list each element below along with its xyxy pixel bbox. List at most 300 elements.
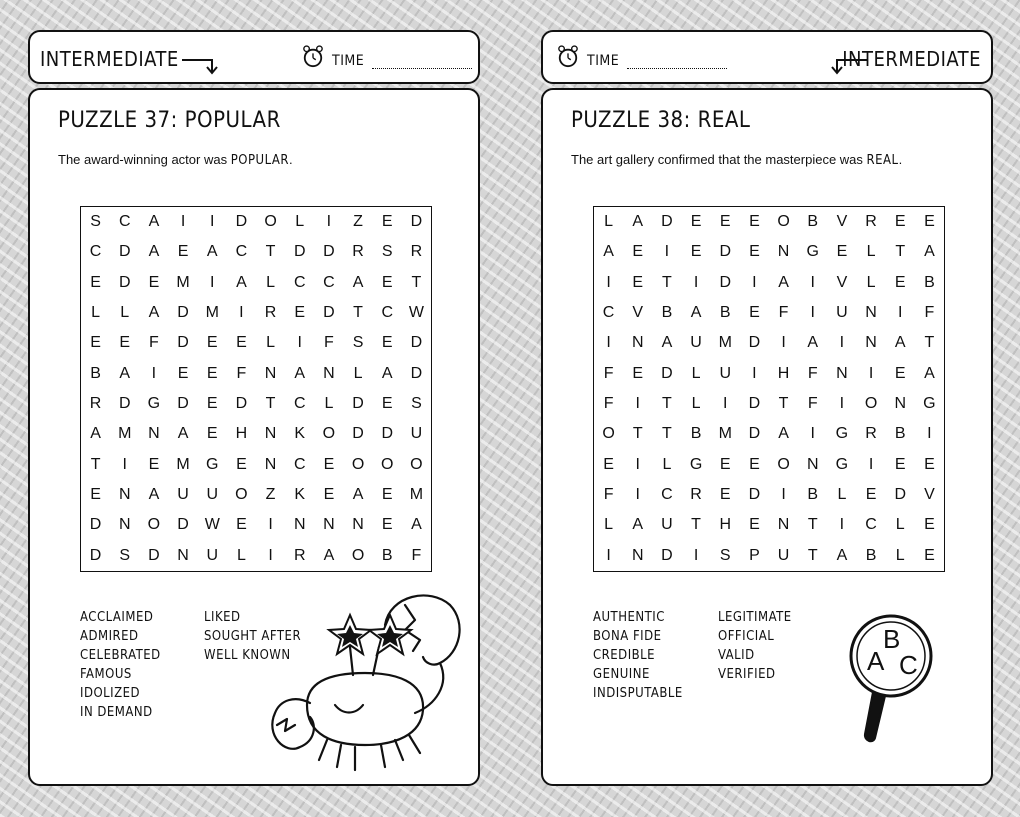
grid-letter-cell[interactable]: N (177, 546, 189, 564)
grid-letter-cell[interactable]: M (205, 304, 219, 322)
grid-letter-cell[interactable]: B (661, 304, 673, 322)
grid-letter-cell[interactable]: A (352, 486, 364, 504)
grid-letter-cell[interactable]: I (927, 425, 932, 443)
grid-letter-cell[interactable]: U (177, 486, 189, 504)
grid-letter-cell[interactable]: I (180, 213, 186, 231)
word-list-item: OFFICIAL (718, 629, 775, 644)
grid-letter-cell[interactable]: I (606, 546, 611, 564)
grid-letter-cell[interactable]: D (235, 213, 248, 231)
grid-letter-cell[interactable]: I (210, 273, 215, 291)
grid-letter-cell[interactable]: I (868, 455, 874, 473)
grid-letter-cell[interactable]: I (839, 334, 845, 352)
grid-letter-cell[interactable]: I (268, 516, 273, 534)
grid-letter-cell[interactable]: O (264, 213, 277, 231)
grid-letter-cell[interactable]: E (603, 455, 614, 473)
grid-letter-cell[interactable]: E (148, 455, 160, 473)
grid-letter-cell[interactable]: L (895, 516, 905, 534)
grid-letter-cell[interactable]: N (865, 304, 877, 322)
grid-letter-cell[interactable]: I (664, 243, 670, 261)
grid-letter-cell[interactable]: V (836, 273, 848, 291)
grid-letter-cell[interactable]: D (148, 546, 160, 564)
grid-letter-cell[interactable]: O (410, 455, 423, 473)
grid-letter-cell[interactable]: E (206, 395, 218, 413)
grid-letter-cell[interactable]: T (265, 395, 276, 413)
grid-letter-cell[interactable]: D (323, 304, 335, 322)
grid-letter-cell[interactable]: F (603, 486, 614, 504)
grid-letter-cell[interactable]: D (381, 425, 394, 443)
grid-letter-cell[interactable]: A (603, 243, 614, 261)
grid-letter-cell[interactable]: B (381, 546, 393, 564)
grid-letter-cell[interactable]: I (839, 395, 845, 413)
grid-letter-cell[interactable]: E (690, 213, 702, 231)
grid-letter-cell[interactable]: I (297, 334, 302, 352)
grid-letter-cell[interactable]: Z (265, 486, 276, 504)
grid-letter-cell[interactable]: C (293, 273, 306, 291)
grid-letter-cell[interactable]: T (662, 425, 672, 443)
grid-letter-cell[interactable]: A (632, 516, 644, 534)
grid-letter-cell[interactable]: V (632, 304, 644, 322)
grid-letter-cell[interactable]: C (118, 213, 131, 231)
grid-letter-cell[interactable]: I (810, 425, 815, 443)
grid-letter-cell[interactable]: M (718, 334, 732, 352)
grid-letter-cell[interactable]: R (865, 425, 877, 443)
grid-letter-cell[interactable]: A (294, 364, 306, 382)
grid-letter-cell[interactable]: E (719, 486, 731, 504)
grid-letter-cell[interactable]: F (807, 395, 818, 413)
grid-letter-cell[interactable]: U (836, 304, 848, 322)
grid-letter-cell[interactable]: C (235, 243, 248, 261)
grid-letter-cell[interactable]: N (777, 516, 790, 534)
grid-letter-cell[interactable]: A (148, 243, 160, 261)
grid-letter-cell[interactable]: D (661, 364, 673, 382)
grid-letter-cell[interactable]: L (236, 546, 246, 564)
grid-letter-cell[interactable]: L (837, 486, 847, 504)
grid-letter-cell[interactable]: T (353, 304, 363, 322)
grid-letter-cell[interactable]: E (719, 213, 731, 231)
grid-letter-cell[interactable]: T (662, 273, 672, 291)
grid-letter-cell[interactable]: D (748, 425, 761, 443)
grid-letter-cell[interactable]: A (177, 425, 189, 443)
grid-letter-cell[interactable]: F (236, 364, 247, 382)
right-word-search-grid[interactable] (593, 206, 945, 572)
grid-letter-cell[interactable]: E (323, 486, 335, 504)
grid-letter-cell[interactable]: I (326, 213, 332, 231)
grid-letter-cell[interactable]: E (90, 334, 101, 352)
grid-letter-cell[interactable]: O (351, 546, 365, 564)
grid-letter-cell[interactable]: E (323, 455, 335, 473)
grid-letter-cell[interactable]: D (118, 243, 131, 261)
grid-letter-cell[interactable]: A (632, 213, 644, 231)
grid-letter-cell[interactable]: O (864, 395, 878, 413)
grid-letter-cell[interactable]: L (266, 334, 276, 352)
grid-letter-cell[interactable]: C (661, 486, 673, 504)
grid-letter-cell[interactable]: E (148, 273, 160, 291)
grid-letter-cell[interactable]: N (806, 455, 819, 473)
grid-letter-cell[interactable]: A (894, 334, 906, 352)
grid-letter-cell[interactable]: V (924, 486, 935, 504)
grid-letter-cell[interactable]: L (866, 273, 876, 291)
grid-letter-cell[interactable]: O (322, 425, 336, 443)
grid-letter-cell[interactable]: A (924, 364, 935, 382)
grid-letter-cell[interactable]: S (352, 334, 364, 352)
grid-letter-cell[interactable]: C (865, 516, 877, 534)
grid-letter-cell[interactable]: E (632, 273, 644, 291)
grid-letter-cell[interactable]: M (176, 455, 190, 473)
grid-letter-cell[interactable]: L (604, 516, 614, 534)
grid-letter-cell[interactable]: C (293, 455, 306, 473)
grid-letter-cell[interactable]: T (90, 455, 101, 473)
grid-letter-cell[interactable]: N (631, 546, 644, 564)
grid-letter-cell[interactable]: E (924, 516, 935, 534)
grid-letter-cell[interactable]: F (149, 334, 159, 352)
grid-letter-cell[interactable]: E (236, 516, 247, 534)
grid-letter-cell[interactable]: E (894, 273, 906, 291)
grid-letter-cell[interactable]: A (411, 516, 422, 534)
grid-letter-cell[interactable]: G (923, 395, 936, 413)
grid-letter-cell[interactable]: P (749, 546, 760, 564)
grid-letter-cell[interactable]: S (119, 546, 131, 564)
grid-letter-cell[interactable]: E (749, 455, 760, 473)
grid-letter-cell[interactable]: E (381, 516, 393, 534)
grid-letter-cell[interactable]: D (748, 395, 761, 413)
grid-letter-cell[interactable]: T (807, 546, 818, 564)
grid-letter-cell[interactable]: D (89, 546, 102, 564)
grid-letter-cell[interactable]: S (411, 395, 422, 413)
grid-letter-cell[interactable]: A (119, 364, 131, 382)
grid-letter-cell[interactable]: O (235, 486, 248, 504)
grid-letter-cell[interactable]: B (924, 273, 935, 291)
grid-letter-cell[interactable]: U (690, 334, 702, 352)
grid-letter-cell[interactable]: E (894, 364, 906, 382)
grid-letter-cell[interactable]: O (381, 455, 394, 473)
grid-letter-cell[interactable]: E (177, 364, 189, 382)
grid-letter-cell[interactable]: E (236, 455, 247, 473)
grid-letter-cell[interactable]: I (898, 304, 903, 322)
grid-letter-cell[interactable]: D (748, 334, 761, 352)
grid-letter-cell[interactable]: N (148, 425, 160, 443)
grid-letter-cell[interactable]: E (236, 334, 247, 352)
grid-letter-cell[interactable]: Z (353, 213, 363, 231)
grid-letter-cell[interactable]: R (264, 304, 277, 322)
grid-letter-cell[interactable]: E (865, 486, 877, 504)
grid-letter-cell[interactable]: N (264, 425, 277, 443)
grid-letter-cell[interactable]: A (661, 334, 673, 352)
grid-letter-cell[interactable]: D (410, 364, 423, 382)
left-word-search-grid[interactable] (80, 206, 432, 572)
grid-letter-cell[interactable]: E (924, 213, 935, 231)
grid-letter-cell[interactable]: N (836, 364, 848, 382)
grid-letter-cell[interactable]: D (719, 273, 732, 291)
grid-letter-cell[interactable]: D (118, 273, 131, 291)
grid-letter-cell[interactable]: R (865, 213, 877, 231)
grid-letter-cell[interactable]: I (122, 455, 127, 473)
grid-letter-cell[interactable]: D (352, 395, 364, 413)
grid-letter-cell[interactable]: I (635, 455, 640, 473)
grid-letter-cell[interactable]: L (353, 364, 363, 382)
grid-letter-cell[interactable]: N (264, 455, 277, 473)
grid-letter-cell[interactable]: H (777, 364, 790, 382)
grid-letter-cell[interactable]: D (719, 243, 732, 261)
right-time-line[interactable] (627, 54, 727, 69)
grid-letter-cell[interactable]: R (352, 243, 364, 261)
grid-letter-cell[interactable]: I (810, 273, 815, 291)
grid-letter-cell[interactable]: S (381, 243, 393, 261)
grid-letter-cell[interactable]: K (294, 425, 306, 443)
grid-letter-cell[interactable]: A (323, 546, 335, 564)
left-time-field[interactable] (302, 45, 472, 69)
grid-letter-cell[interactable]: E (719, 455, 731, 473)
grid-letter-cell[interactable]: G (206, 455, 219, 473)
grid-letter-cell[interactable]: N (264, 364, 277, 382)
grid-letter-cell[interactable]: B (807, 486, 819, 504)
grid-letter-cell[interactable]: E (924, 546, 935, 564)
grid-letter-cell[interactable]: R (293, 546, 306, 564)
grid-letter-cell[interactable]: N (894, 395, 907, 413)
grid-letter-cell[interactable]: A (836, 546, 848, 564)
grid-letter-cell[interactable]: I (693, 546, 699, 564)
grid-letter-cell[interactable]: N (118, 486, 131, 504)
grid-letter-cell[interactable]: L (866, 243, 876, 261)
grid-letter-cell[interactable]: E (206, 425, 218, 443)
grid-letter-cell[interactable]: K (294, 486, 306, 504)
grid-letter-cell[interactable]: I (752, 364, 757, 382)
grid-letter-cell[interactable]: L (295, 213, 305, 231)
grid-letter-cell[interactable]: U (661, 516, 673, 534)
grid-letter-cell[interactable]: T (411, 273, 422, 291)
grid-letter-cell[interactable]: S (90, 213, 101, 231)
grid-letter-cell[interactable]: A (236, 273, 247, 291)
grid-letter-cell[interactable]: T (778, 395, 789, 413)
grid-letter-cell[interactable]: N (323, 516, 335, 534)
right-puzzle-box (541, 88, 993, 786)
grid-letter-cell[interactable]: D (410, 213, 423, 231)
grid-letter-cell[interactable]: L (662, 455, 672, 473)
grid-letter-cell[interactable]: F (603, 364, 614, 382)
grid-letter-cell[interactable]: D (894, 486, 907, 504)
grid-letter-cell[interactable]: D (661, 213, 673, 231)
grid-letter-cell[interactable]: I (752, 273, 757, 291)
grid-letter-cell[interactable]: G (806, 243, 819, 261)
grid-letter-cell[interactable]: E (749, 213, 760, 231)
grid-letter-cell[interactable]: I (606, 334, 611, 352)
grid-letter-cell[interactable]: E (381, 273, 393, 291)
grid-letter-cell[interactable]: F (924, 304, 935, 322)
grid-letter-cell[interactable]: T (924, 334, 935, 352)
grid-letter-cell[interactable]: M (718, 425, 732, 443)
grid-letter-cell[interactable]: D (661, 546, 673, 564)
grid-letter-cell[interactable]: C (293, 395, 306, 413)
grid-letter-cell[interactable]: T (895, 243, 906, 261)
grid-letter-cell[interactable]: C (381, 304, 394, 322)
grid-letter-cell[interactable]: F (411, 546, 422, 564)
grid-letter-cell[interactable]: B (719, 304, 731, 322)
grid-letter-cell[interactable]: M (118, 425, 132, 443)
grid-letter-cell[interactable]: T (265, 243, 276, 261)
grid-letter-cell[interactable]: D (352, 425, 364, 443)
word-list-item: IDOLIZED (80, 686, 141, 701)
grid-letter-cell[interactable]: N (631, 334, 644, 352)
grid-letter-cell[interactable]: G (689, 455, 703, 473)
grid-letter-cell[interactable]: B (865, 546, 877, 564)
grid-letter-cell[interactable]: E (749, 516, 760, 534)
grid-letter-cell[interactable]: L (120, 304, 130, 322)
grid-letter-cell[interactable]: L (691, 395, 701, 413)
grid-letter-cell[interactable]: A (148, 486, 160, 504)
grid-letter-cell[interactable]: D (177, 395, 189, 413)
grid-letter-cell[interactable]: V (836, 213, 848, 231)
grid-letter-cell[interactable]: I (151, 364, 157, 382)
grid-letter-cell[interactable]: A (778, 425, 789, 443)
grid-letter-cell[interactable]: O (351, 455, 365, 473)
grid-letter-cell[interactable]: W (408, 304, 424, 322)
grid-letter-cell[interactable]: D (177, 304, 189, 322)
grid-letter-cell[interactable]: B (690, 425, 702, 443)
grid-letter-cell[interactable]: C (323, 273, 335, 291)
grid-letter-cell[interactable]: D (323, 243, 335, 261)
grid-letter-cell[interactable]: I (839, 516, 845, 534)
grid-letter-cell[interactable]: A (206, 243, 218, 261)
grid-letter-cell[interactable]: E (119, 334, 131, 352)
grid-letter-cell[interactable]: G (835, 455, 849, 473)
grid-letter-cell[interactable]: L (324, 395, 334, 413)
grid-letter-cell[interactable]: O (777, 213, 790, 231)
grid-letter-cell[interactable]: I (210, 213, 215, 231)
grid-letter-cell[interactable]: N (865, 334, 877, 352)
grid-letter-cell[interactable]: N (777, 243, 790, 261)
grid-letter-cell[interactable]: A (778, 273, 789, 291)
grid-letter-cell[interactable]: E (690, 243, 702, 261)
grid-letter-cell[interactable]: E (749, 243, 760, 261)
left-time-line[interactable] (372, 54, 472, 69)
grid-letter-cell[interactable]: U (206, 486, 219, 504)
grid-letter-cell[interactable]: I (635, 486, 640, 504)
grid-letter-cell[interactable]: E (894, 213, 906, 231)
grid-letter-cell[interactable]: A (148, 213, 160, 231)
grid-letter-cell[interactable]: F (324, 334, 334, 352)
grid-letter-cell[interactable]: I (781, 486, 786, 504)
grid-letter-cell[interactable]: A (690, 304, 702, 322)
grid-letter-cell[interactable]: I (781, 334, 786, 352)
grid-letter-cell[interactable]: C (89, 243, 102, 261)
grid-letter-cell[interactable]: D (89, 516, 102, 534)
grid-letter-cell[interactable]: L (895, 546, 905, 564)
grid-letter-cell[interactable]: F (603, 395, 614, 413)
grid-letter-cell[interactable]: A (381, 364, 393, 382)
grid-letter-cell[interactable]: T (691, 516, 701, 534)
grid-letter-cell[interactable]: T (632, 425, 643, 443)
grid-letter-cell[interactable]: B (90, 364, 101, 382)
grid-letter-cell[interactable]: D (410, 334, 423, 352)
grid-letter-cell[interactable]: E (836, 243, 848, 261)
grid-letter-cell[interactable]: E (177, 243, 189, 261)
grid-letter-cell[interactable]: H (719, 516, 732, 534)
grid-letter-cell[interactable]: M (409, 486, 424, 504)
grid-letter-cell[interactable]: E (90, 273, 101, 291)
grid-letter-cell[interactable]: N (323, 364, 335, 382)
grid-letter-cell[interactable]: W (204, 516, 220, 534)
right-time-field[interactable] (557, 45, 727, 69)
grid-letter-cell[interactable]: A (148, 304, 160, 322)
grid-letter-cell[interactable]: O (147, 516, 161, 534)
grid-letter-cell[interactable]: O (602, 425, 615, 443)
grid-letter-cell[interactable]: O (777, 455, 790, 473)
grid-letter-cell[interactable]: E (381, 486, 393, 504)
grid-letter-cell[interactable]: C (602, 304, 615, 322)
grid-letter-cell[interactable]: E (894, 455, 906, 473)
grid-letter-cell[interactable]: I (606, 273, 611, 291)
word-list-item: LEGITIMATE (718, 610, 792, 625)
grid-letter-cell[interactable]: I (693, 273, 699, 291)
grid-letter-cell[interactable]: F (778, 304, 789, 322)
grid-letter-cell[interactable]: E (294, 304, 306, 322)
grid-letter-cell[interactable]: F (807, 364, 818, 382)
grid-letter-cell[interactable]: E (632, 243, 644, 261)
grid-letter-cell[interactable]: E (206, 364, 218, 382)
grid-letter-cell[interactable]: R (690, 486, 702, 504)
grid-letter-cell[interactable]: R (89, 395, 102, 413)
grid-letter-cell[interactable]: D (748, 486, 761, 504)
grid-letter-cell[interactable]: L (691, 364, 701, 382)
grid-letter-cell[interactable]: M (176, 273, 190, 291)
grid-letter-cell[interactable]: D (293, 243, 306, 261)
grid-letter-cell[interactable]: E (206, 334, 218, 352)
grid-letter-cell[interactable]: L (604, 213, 614, 231)
grid-letter-cell[interactable]: A (924, 243, 935, 261)
grid-letter-cell[interactable]: N (293, 516, 306, 534)
grid-letter-cell[interactable]: G (835, 425, 849, 443)
grid-letter-cell[interactable]: L (91, 304, 101, 322)
grid-letter-cell[interactable]: E (381, 395, 393, 413)
grid-letter-cell[interactable]: U (410, 425, 423, 443)
grid-letter-cell[interactable]: A (352, 273, 364, 291)
grid-letter-cell[interactable]: H (235, 425, 248, 443)
grid-letter-cell[interactable]: I (239, 304, 244, 322)
grid-letter-cell[interactable]: T (807, 516, 818, 534)
grid-letter-cell[interactable]: E (381, 334, 393, 352)
grid-letter-cell[interactable]: I (635, 395, 640, 413)
grid-letter-cell[interactable]: R (410, 243, 423, 261)
grid-letter-cell[interactable]: I (810, 304, 815, 322)
grid-letter-cell[interactable]: T (662, 395, 672, 413)
grid-letter-cell[interactable]: N (118, 516, 131, 534)
grid-letter-cell[interactable]: G (147, 395, 161, 413)
grid-letter-cell[interactable]: A (807, 334, 819, 352)
grid-letter-cell[interactable]: D (118, 395, 131, 413)
grid-letter-cell[interactable]: U (206, 546, 219, 564)
grid-letter-cell[interactable]: U (719, 364, 732, 382)
grid-letter-cell[interactable]: E (924, 455, 935, 473)
grid-letter-cell[interactable]: B (894, 425, 906, 443)
grid-letter-cell[interactable]: N (352, 516, 364, 534)
grid-letter-cell[interactable]: E (749, 304, 760, 322)
grid-letter-cell[interactable]: S (719, 546, 731, 564)
grid-letter-cell[interactable]: I (723, 395, 728, 413)
grid-letter-cell[interactable]: B (807, 213, 819, 231)
alarm-clock-icon (302, 45, 324, 69)
grid-letter-cell[interactable]: I (868, 364, 874, 382)
grid-letter-cell[interactable]: I (268, 546, 273, 564)
left-sentence-keyword: POPULAR (230, 153, 290, 168)
grid-letter-cell[interactable]: D (235, 395, 248, 413)
grid-letter-cell[interactable]: E (90, 486, 101, 504)
grid-letter-cell[interactable]: D (177, 516, 189, 534)
grid-letter-cell[interactable]: U (777, 546, 790, 564)
grid-letter-cell[interactable]: L (266, 273, 276, 291)
grid-letter-cell[interactable]: E (381, 213, 393, 231)
grid-letter-cell[interactable]: D (177, 334, 189, 352)
grid-letter-cell[interactable]: E (632, 364, 644, 382)
grid-letter-cell[interactable]: A (90, 425, 101, 443)
